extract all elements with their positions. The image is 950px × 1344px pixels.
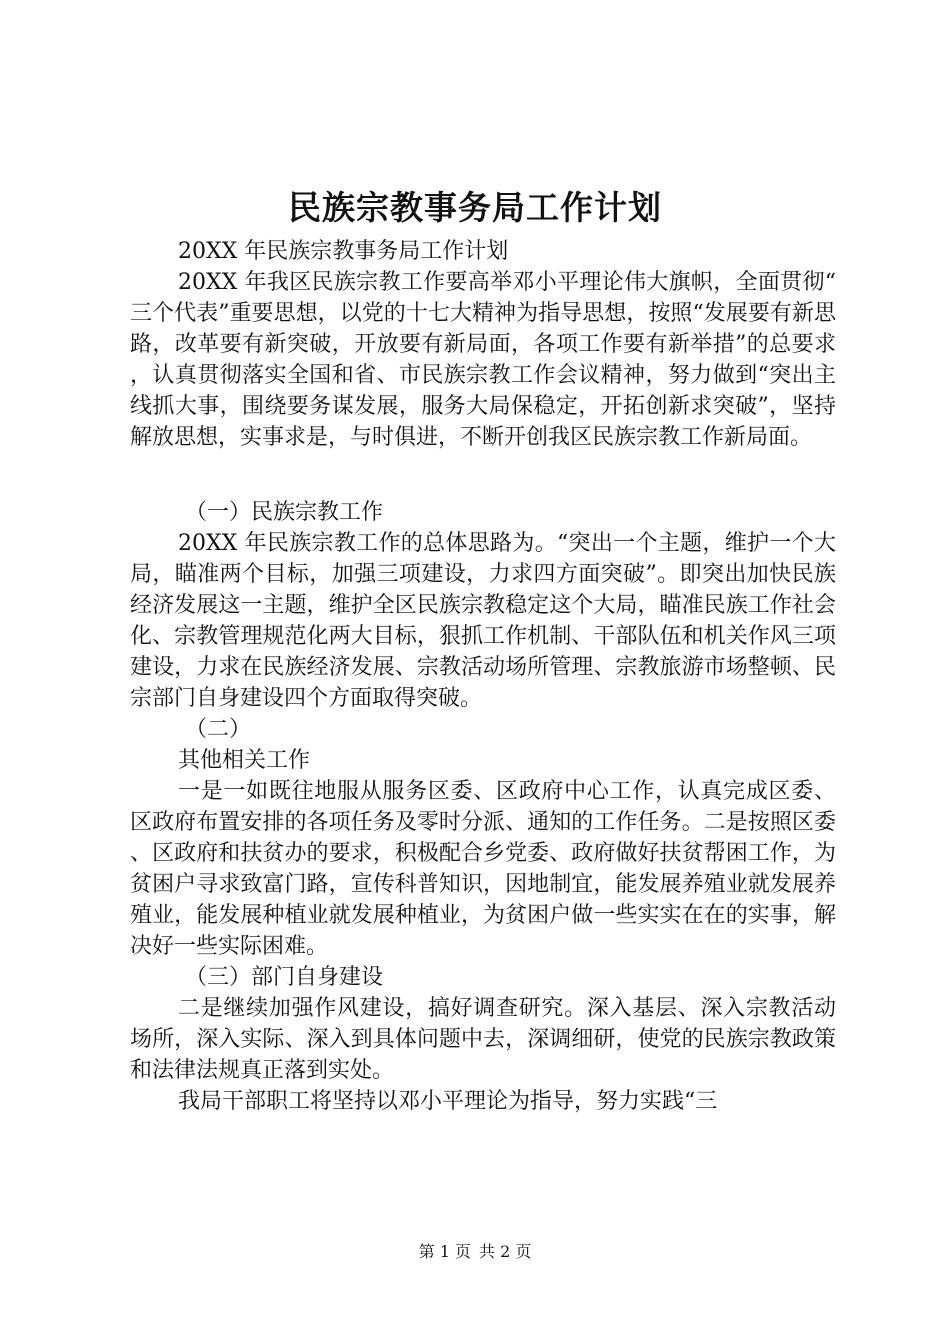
document-subtitle: 20XX 年民族宗教事务局工作计划: [178, 239, 509, 264]
document-body: [130, 236, 836, 1117]
document-title: 民族宗教事务局工作计划: [288, 188, 662, 227]
page-total: 共 2 页: [479, 1242, 532, 1261]
closing-paragraph: 我局干部职工将坚持以邓小平理论为指导，努力实践“三: [178, 1089, 718, 1114]
section-1-heading: （一）民族宗教工作: [185, 500, 384, 525]
page-number: 第 1 页: [418, 1242, 471, 1261]
paragraph-gap: [130, 453, 836, 497]
section-3-body: 二是继续加强作风建设，搞好调查研究。深入基层、深入宗教活动场所，深入实际、深入到具体问题中去，深调细研，使党的民族宗教政策和法律法规真正落到实处。: [130, 996, 836, 1083]
section-3-heading: （三）部门自身建设: [185, 965, 384, 990]
intro-paragraph: 20XX 年我区民族宗教工作要高举邓小平理论伟大旗帜，全面贯彻“三个代表”重要思想，以党的十七大精神为指导思想，按照“发展要有新思路，改革要有新突破，开放要有新局面，各项工作要有新举措”的总要求，认真贯彻落实全国和省、市民族宗教工作会议精神，努力做到“突出主线抓大事，围绕要务谋发展，服务大局保稳定，开拓创新求突破”，坚持解放思想，实事求是，与时俱进，不断开创我区民族宗教工作新局面。: [130, 270, 836, 450]
page-footer: [0, 1242, 950, 1262]
section-2-subheading: 其他相关工作: [178, 748, 311, 773]
section-2-heading: （二）: [185, 717, 252, 742]
section-1-body: 20XX 年民族宗教工作的总体思路为。“突出一个主题，维护一个大局，瞄准两个目标，加强三项建设，力求四方面突破”。即突出加快民族经济发展这一主题，维护全区民族宗教稳定这个大局，瞄准民族工作社会化、宗教管理规范化两大目标，狠抓工作机制、干部队伍和机关作风三项建设，力求在民族经济发展、宗教活动场所管理、宗教旅游市场整顿、民宗部门自身建设四个方面取得突破。: [130, 531, 836, 711]
section-2-body: 一是一如既往地服从服务区委、区政府中心工作，认真完成区委、区政府布置安排的各项任务及零时分派、通知的工作任务。二是按照区委、区政府和扶贫办的要求，积极配合乡党委、政府做好扶贫帮困工作，为贫困户寻求致富门路，宣传科普知识，因地制宜，能发展养殖业就发展养殖业，能发展种植业就发展种植业，为贫困户做一些实实在在的实事，解决好一些实际困难。: [130, 779, 836, 959]
